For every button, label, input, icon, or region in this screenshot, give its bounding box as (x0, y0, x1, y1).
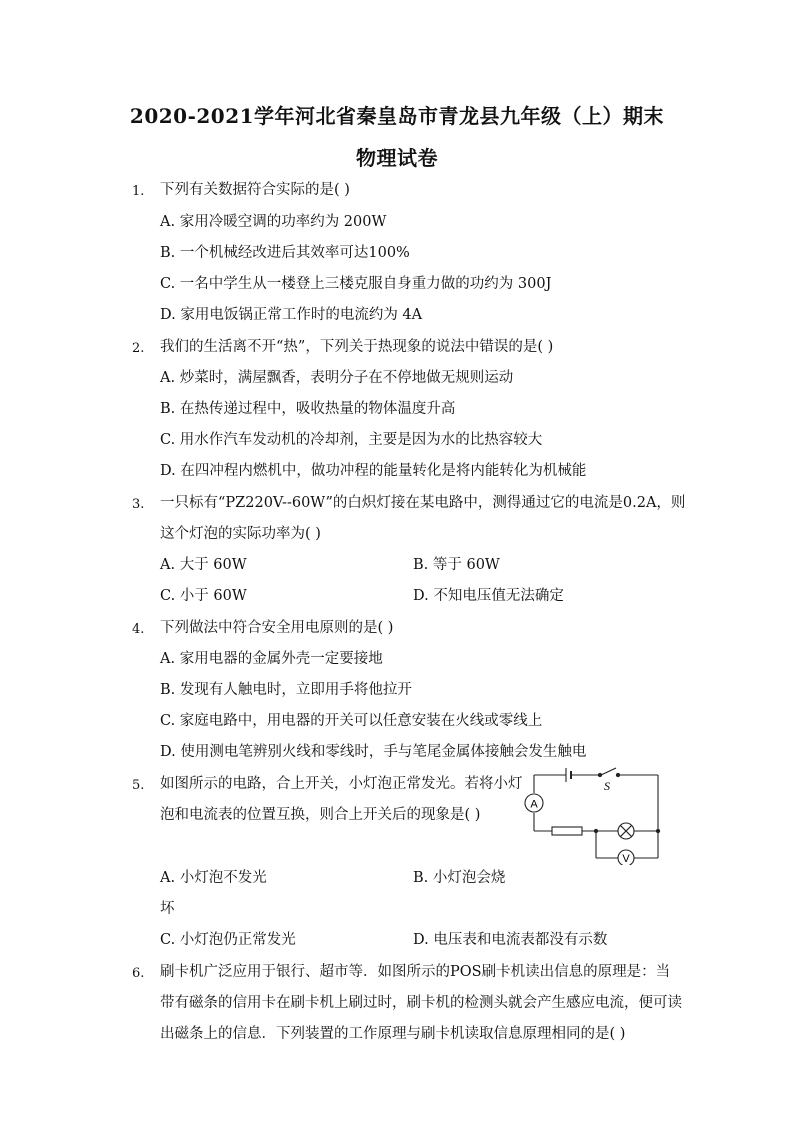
resistor (552, 827, 582, 835)
voltmeter-label: V (622, 853, 630, 865)
option-a: A. 炒菜时，满屋飘香，表明分子在不停地做无规则运动 (160, 370, 514, 386)
option-b: B. 在热传递过程中，吸收热量的物体温度升高 (160, 401, 456, 417)
option-d: D. 不知电压值无法确定 (413, 588, 564, 604)
exam-title-line2: 物理试卷 (356, 146, 438, 170)
option-a: A. 家用冷暖空调的功率约为 200W (160, 214, 387, 230)
switch-blade (601, 768, 616, 775)
exam-title-line1: 2020-2021学年河北省秦皇岛市青龙县九年级（上）期末 (129, 104, 665, 128)
option-b: B. 发现有人触电时，立即用手将他拉开 (160, 682, 412, 698)
question-number: 2. (132, 341, 145, 356)
question-stem-line2: 这个灯泡的实际功率为( ) (160, 526, 321, 542)
option-c: C. 小灯泡仍正常发光 (160, 932, 296, 948)
option-c: C. 用水作汽车发动机的冷却剂，主要是因为水的比热容较大 (160, 432, 543, 448)
option-d: D. 使用测电笔辨别火线和零线时，手与笔尾金属体接触会发生触电 (160, 744, 587, 760)
option-c: C. 一名中学生从一楼登上三楼克服自身重力做的功约为 300J (160, 276, 552, 292)
option-c: C. 家庭电路中，用电器的开关可以任意安装在火线或零线上 (160, 713, 543, 729)
question-stem: 下列做法中符合安全用电原则的是( ) (160, 620, 394, 636)
option-b: B. 等于 60W (413, 557, 500, 573)
question-stem-line2: 带有磁条的信用卡在刷卡机上刷过时，刷卡机的检测头就会产生感应电流，便可读 (160, 995, 682, 1011)
option-a: A. 小灯泡不发光 (160, 870, 267, 886)
question-number: 4. (132, 622, 145, 637)
question-stem: 我们的生活离不开“热”，下列关于热现象的说法中错误的是( ) (160, 339, 554, 355)
option-c: C. 小于 60W (160, 588, 247, 604)
option-d: D. 电压表和电流表都没有示数 (413, 932, 608, 948)
question-stem: 下列有关数据符合实际的是( ) (160, 182, 350, 198)
option-d: D. 在四冲程内燃机中，做功冲程的能量转化是将内能转化为机械能 (160, 463, 587, 479)
question-stem-line1: 一只标有“PZ220V--60W”的白炽灯接在某电路中，测得通过它的电流是0.2A，则 (160, 495, 686, 511)
question-stem-line2: 泡和电流表的位置互换，则合上开关后的现象是( ) (160, 807, 481, 823)
question-stem-line1: 如图所示的电路，合上开关，小灯泡正常发光。若将小灯 (160, 776, 523, 792)
ammeter-label: A (530, 798, 538, 811)
option-d: D. 家用电饭锅正常工作时的电流约为 4A (160, 307, 423, 323)
question-stem-line1: 刷卡机广泛应用于银行、超市等．如图所示的POS刷卡机读出信息的原理是：当 (160, 964, 671, 980)
circuit-diagram (522, 765, 664, 865)
switch-label: S (604, 779, 610, 793)
option-b: B. 小灯泡会烧 (413, 870, 506, 886)
option-b: B. 一个机械经改进后其效率可达100% (160, 245, 410, 261)
option-a: A. 家用电器的金属外壳一定要接地 (160, 651, 383, 667)
question-stem-line3: 出磁条上的信息．下列装置的工作原理与刷卡机读取信息原理相同的是( ) (160, 1026, 626, 1042)
question-number: 6. (132, 966, 145, 981)
question-number: 5. (132, 778, 145, 793)
question-number: 3. (132, 497, 145, 512)
question-number: 1. (132, 184, 145, 199)
option-b-wrap: 坏 (160, 901, 175, 917)
option-a: A. 大于 60W (160, 557, 247, 573)
